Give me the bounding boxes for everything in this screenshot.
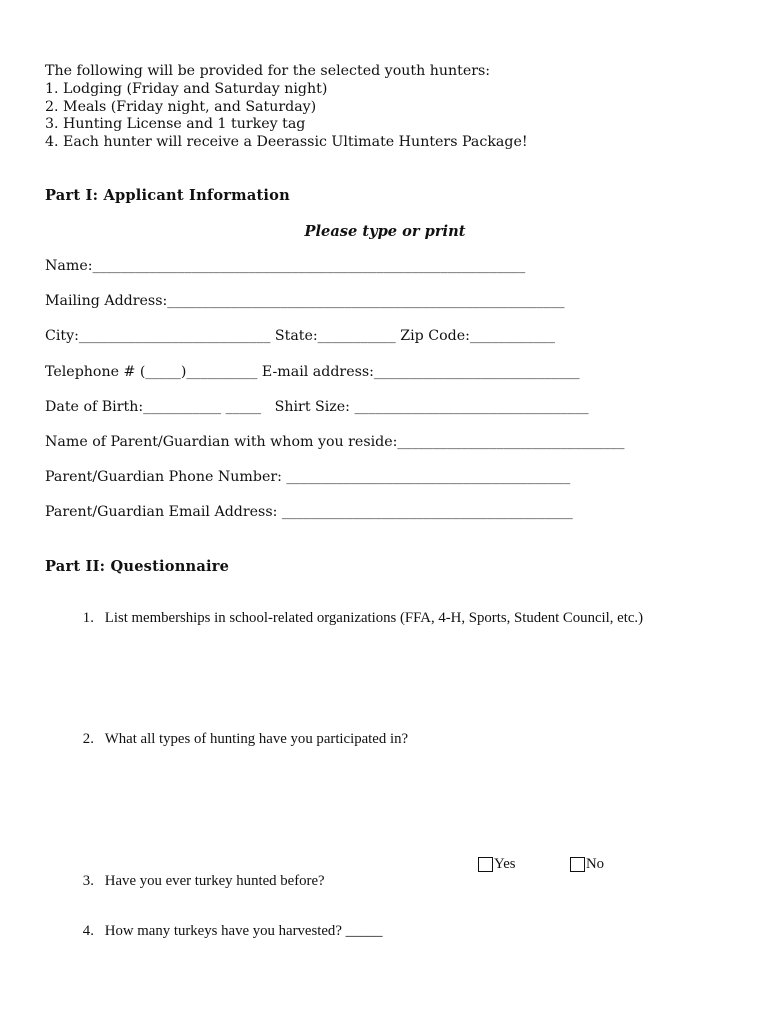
dob-shirt-size-field[interactable]: Date of Birth:___________ _____ Shirt Size: _________________________________ [45,399,589,415]
question-3 [68,856,325,907]
parent-name-field[interactable]: Name of Parent/Guardian with whom you reside:________________________________ [45,434,625,450]
intro-line: 1. Lodging (Friday and Saturday night) [45,80,328,97]
parent-email-field[interactable]: Parent/Guardian Email Address: _________________________________________ [45,504,573,520]
yes-checkbox[interactable] [478,857,493,872]
question-text: What all types of hunting have you participated in? [104,731,409,747]
question-number: 3. [82,873,94,889]
question-text: Have you ever turkey hunted before? [104,873,325,889]
mailing-address-field[interactable]: Mailing Address:________________________________________________________ [45,293,565,309]
question-number: 1. [82,610,94,626]
no-option[interactable] [570,856,604,873]
intro-line: 2. Meals (Friday night, and Saturday) [45,98,317,115]
yes-label: Yes [494,856,516,872]
part1-heading: Part I: Applicant Information [45,187,290,204]
intro-line: 4. Each hunter will receive a Deerassic Ultimate Hunters Package! [45,134,528,151]
question-number: 2. [82,731,94,747]
telephone-email-field[interactable]: Telephone # (_____)__________ E-mail address:_____________________________ [45,364,580,380]
name-field[interactable]: Name:_____________________________________________________________ [45,258,526,274]
question-4 [68,906,383,957]
intro-line: 3. Hunting License and 1 turkey tag [45,116,306,133]
part2-heading: Part II: Questionnaire [45,558,230,575]
question-2 [68,714,408,765]
no-label: No [586,856,605,872]
intro-list [45,63,528,152]
question-text: How many turkeys have you harvested? _____ [104,923,383,939]
city-state-zip-field[interactable]: City:___________________________ State:___________ Zip Code:____________ [45,328,555,344]
no-checkbox[interactable] [570,857,585,872]
question-number: 4. [82,923,94,939]
type-or-print-note: Please type or print [304,223,466,240]
question-1 [68,593,643,644]
question-text: List memberships in school-related organizations (FFA, 4-H, Sports, Student Council, etc.) [104,610,644,626]
intro-line: The following will be provided for the selected youth hunters: [45,63,491,79]
yes-option[interactable] [478,856,516,873]
parent-phone-field[interactable]: Parent/Guardian Phone Number: ________________________________________ [45,469,571,485]
